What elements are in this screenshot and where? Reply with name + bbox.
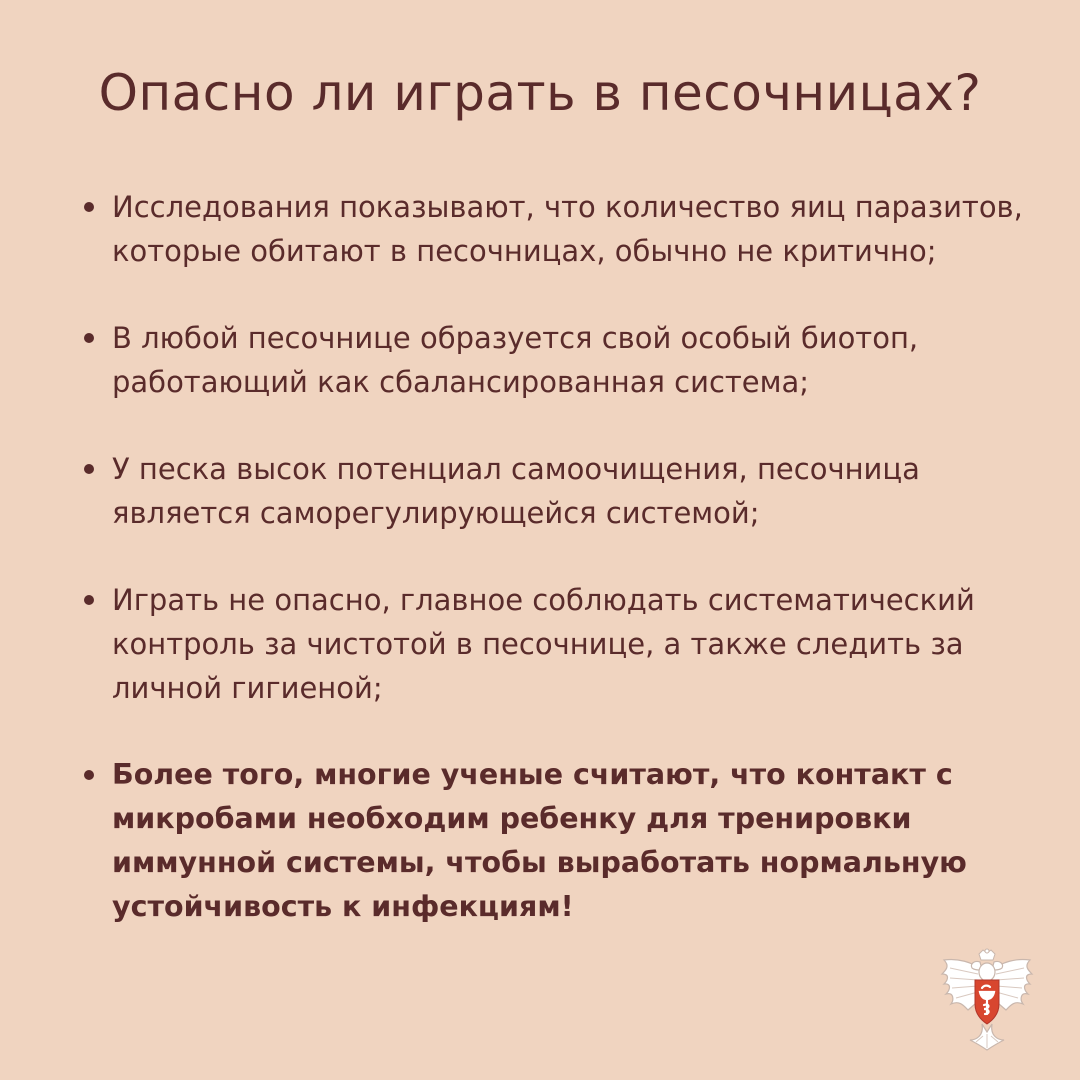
bullet-item-4: [0, 578, 1080, 710]
bullet-dot-icon: [84, 333, 94, 343]
page-title: Опасно ли играть в песочницах?: [98, 64, 982, 122]
bullet-text-5: Более того, многие ученые считают, что контакт с микробами необходим ребенку для тренировки иммунной системы, чтобы выработать нормальную устойчивость к инфекциям!: [112, 758, 967, 923]
bullet-item-3: [0, 447, 1080, 535]
bullet-dot-icon: [84, 595, 94, 605]
bullet-dot-icon: [84, 770, 94, 780]
bullet-text-1: Исследования показывают, что количество яиц паразитов, которые обитают в песочницах, обычно не критично;: [112, 190, 1023, 268]
bullet-text-2: В любой песочнице образуется свой особый биотоп, работающий как сбалансированная система;: [112, 321, 919, 399]
eagle-emblem-icon: [938, 948, 1036, 1052]
bullet-item-5: [0, 753, 1080, 929]
bullet-list: [0, 185, 1080, 972]
bullet-dot-icon: [84, 464, 94, 474]
bullet-dot-icon: [84, 202, 94, 212]
bullet-text-4: Играть не опасно, главное соблюдать систематический контроль за чистотой в песочнице, а также следить за личной гигиеной;: [112, 583, 975, 705]
bullet-item-1: [0, 185, 1080, 273]
bullet-item-2: [0, 316, 1080, 404]
bullet-text-3: У песка высок потенциал самоочищения, песочница является саморегулирующейся системой;: [112, 452, 920, 530]
